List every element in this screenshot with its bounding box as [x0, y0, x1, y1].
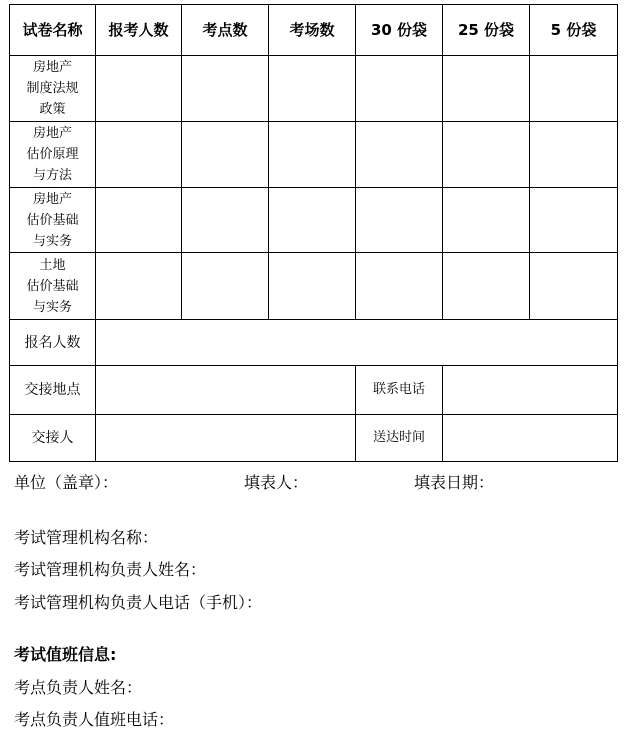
input-cell[interactable]	[96, 56, 182, 122]
duty-info-heading: 考试值班信息:	[14, 645, 117, 664]
input-cell[interactable]	[356, 122, 443, 188]
subject-name-cell	[10, 56, 96, 122]
handover-place-row	[10, 366, 618, 415]
header-25-bags: 25 份袋	[443, 5, 530, 56]
org-name-label: 考试管理机构名称：	[14, 528, 159, 547]
input-cell[interactable]	[356, 188, 443, 253]
input-cell[interactable]	[356, 56, 443, 122]
signature-row	[14, 470, 614, 496]
subject-row	[10, 188, 618, 253]
header-applicants: 报考人数	[96, 5, 182, 56]
header-rooms: 考场数	[269, 5, 356, 56]
input-cell[interactable]	[530, 56, 618, 122]
unit-stamp-label: 单位（盖章）：	[14, 473, 119, 492]
subject-name-cell	[10, 122, 96, 188]
input-cell[interactable]	[443, 122, 530, 188]
fill-date-label: 填表日期：	[414, 473, 495, 492]
header-paper-name: 试卷名称	[10, 5, 96, 56]
site-head-duty-phone-label: 考点负责人值班电话：	[14, 710, 175, 729]
subject-line: 土地	[39, 257, 66, 273]
subject-line: 与方法	[32, 168, 72, 183]
subject-name-cell	[10, 188, 96, 253]
input-cell[interactable]	[96, 188, 182, 253]
header-row	[10, 5, 618, 56]
total-label: 报名人数	[10, 320, 96, 366]
subject-line: 制度法规	[26, 81, 79, 96]
input-cell[interactable]	[530, 122, 618, 188]
delivery-time-label: 送达时间	[356, 415, 443, 462]
input-cell[interactable]	[269, 56, 356, 122]
subject-line: 估价基础	[26, 212, 79, 228]
subject-line: 与实务	[32, 299, 72, 315]
input-cell[interactable]	[96, 253, 182, 320]
header-30-bags: 30 份袋	[356, 5, 443, 56]
header-5-bags: 5 份袋	[530, 5, 618, 56]
handover-place-label: 交接地点	[10, 366, 96, 415]
input-cell[interactable]	[182, 188, 269, 253]
site-head-name-label: 考点负责人姓名：	[14, 678, 143, 697]
subject-row	[10, 253, 618, 320]
subject-row	[10, 122, 618, 188]
input-cell[interactable]	[182, 56, 269, 122]
registration-table	[9, 4, 618, 462]
subject-line: 估价基础	[26, 278, 79, 294]
input-cell[interactable]	[530, 253, 618, 320]
subject-line: 与实务	[32, 233, 72, 249]
subject-line: 政策	[39, 102, 66, 117]
input-cell[interactable]	[182, 122, 269, 188]
input-cell[interactable]	[96, 122, 182, 188]
filler-label: 填表人：	[244, 473, 309, 492]
subject-line: 房地产	[32, 60, 72, 75]
subject-line: 房地产	[32, 191, 72, 207]
org-head-phone-label: 考试管理机构负责人电话（手机）：	[14, 593, 263, 612]
handover-person-row	[10, 415, 618, 462]
delivery-time-input[interactable]	[443, 415, 618, 462]
subject-name-cell	[10, 253, 96, 320]
contact-phone-label: 联系电话	[356, 366, 443, 415]
total-input-cell[interactable]	[96, 320, 618, 366]
input-cell[interactable]	[443, 56, 530, 122]
subject-line: 估价原理	[26, 147, 79, 162]
contact-phone-input[interactable]	[443, 366, 618, 415]
handover-person-label: 交接人	[10, 415, 96, 462]
input-cell[interactable]	[443, 253, 530, 320]
total-row	[10, 320, 618, 366]
input-cell[interactable]	[443, 188, 530, 253]
input-cell[interactable]	[530, 188, 618, 253]
org-head-name-label: 考试管理机构负责人姓名：	[14, 560, 207, 579]
header-sites: 考点数	[182, 5, 269, 56]
input-cell[interactable]	[269, 122, 356, 188]
handover-person-input[interactable]	[96, 415, 356, 462]
subject-row	[10, 56, 618, 122]
input-cell[interactable]	[182, 253, 269, 320]
input-cell[interactable]	[269, 188, 356, 253]
subject-line: 房地产	[32, 126, 72, 141]
input-cell[interactable]	[269, 253, 356, 320]
handover-place-input[interactable]	[96, 366, 356, 415]
input-cell[interactable]	[356, 253, 443, 320]
